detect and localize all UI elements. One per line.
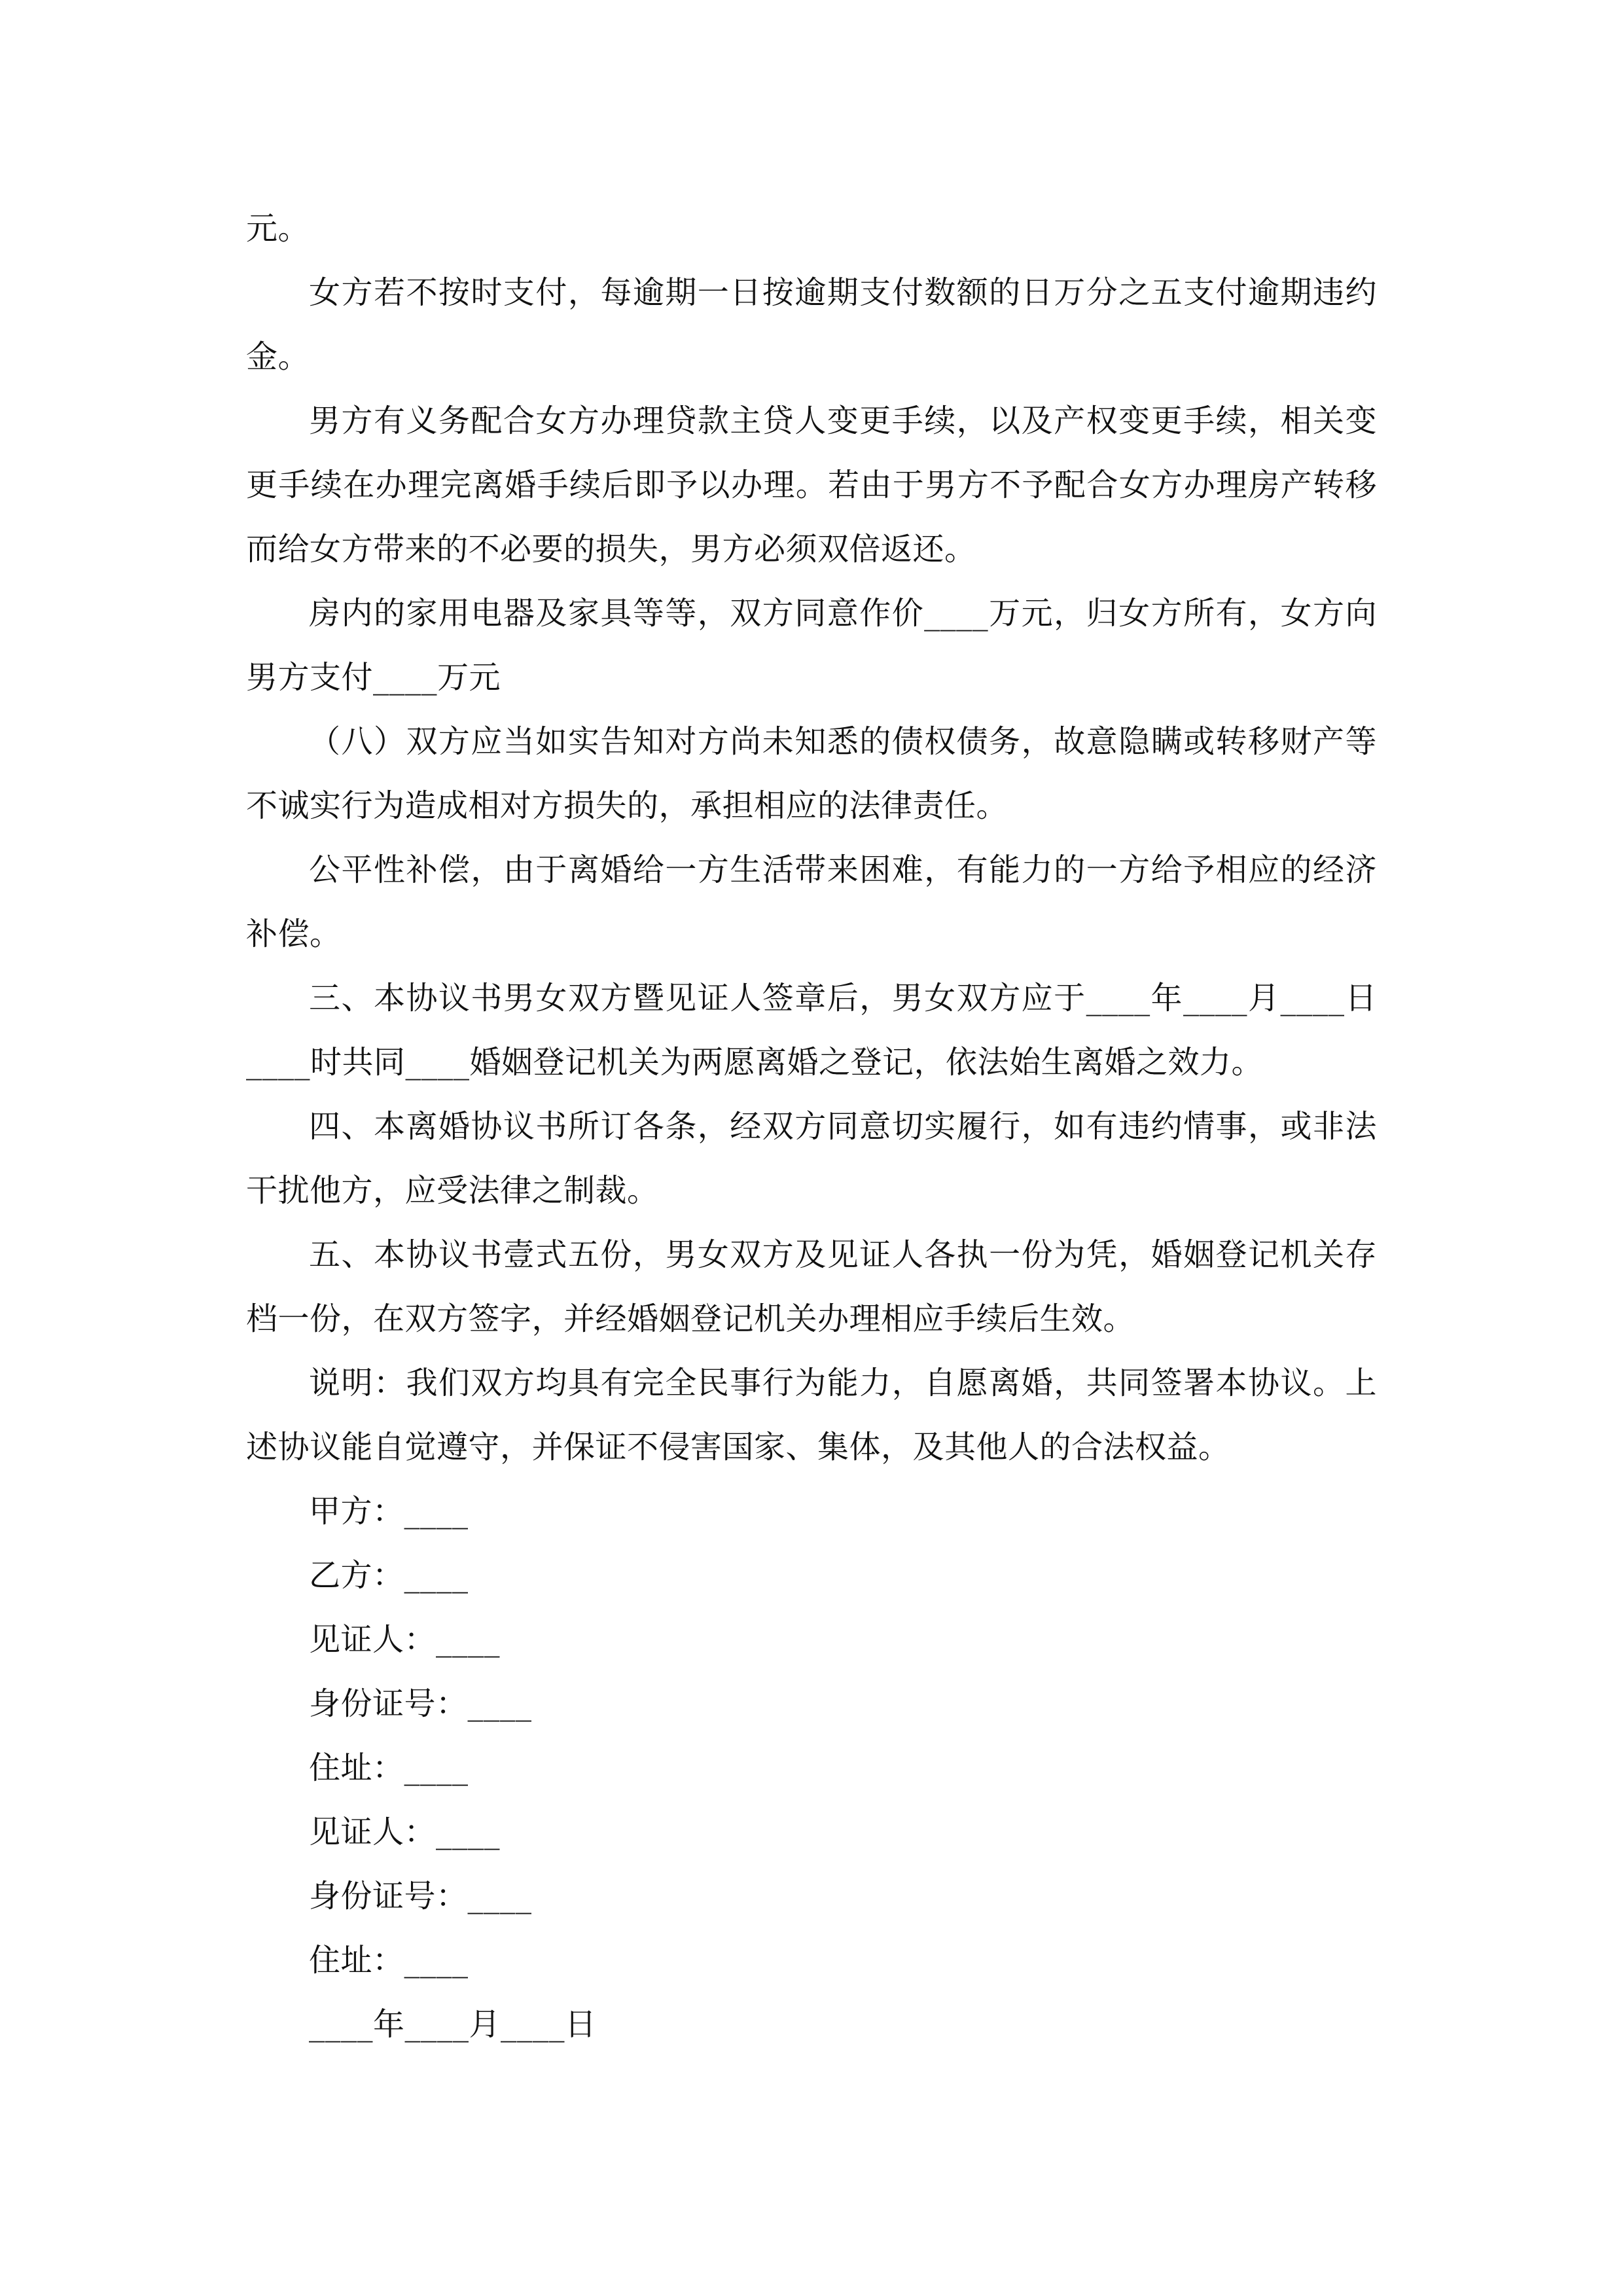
paragraph-fair-compensation: 公平性补偿，由于离婚给一方生活带来困难，有能力的一方给予相应的经济补偿。 [246, 852, 1377, 952]
paragraph-statement: 说明：我们双方均具有完全民事行为能力，自愿离婚，共同签署本协议。上述协议能自觉遵守，并保证不侵害国家、集体，及其他人的合法权益。 [246, 1365, 1377, 1465]
paragraph-clause-four: 四、本离婚协议书所订各条，经双方同意切实履行，如有违约情事，或非法干扰他方，应受法律之制裁。 [246, 1108, 1377, 1209]
paragraph-loan-transfer: 男方有义务配合女方办理贷款主贷人变更手续，以及产权变更手续，相关变更手续在办理完离婚手续后即予以办理。若由于男方不予配合女方办理房产转移而给女方带来的不必要的损失，男方必须双倍返还。 [246, 403, 1377, 567]
signature-witness-2-address: 住址：____ [309, 1942, 469, 1979]
paragraph-appliances-furniture: 房内的家用电器及家具等等，双方同意作价____万元，归女方所有，女方向男方支付____万元 [246, 595, 1377, 696]
paragraph-continuation: 元。 [246, 210, 310, 247]
signature-witness-1: 见证人：____ [309, 1621, 501, 1658]
signature-party-b: 乙方：____ [309, 1557, 469, 1594]
signature-witness-2-id: 身份证号：____ [309, 1878, 532, 1914]
paragraph-clause-five: 五、本协议书壹式五份，男女双方及见证人各执一份为凭，婚姻登记机关存档一份，在双方签字，并经婚姻登记机关办理相应手续后生效。 [246, 1236, 1377, 1337]
signature-witness-1-address: 住址：____ [309, 1749, 469, 1786]
paragraph-late-payment-penalty: 女方若不按时支付，每逾期一日按逾期支付数额的日万分之五支付逾期违约金。 [246, 274, 1377, 375]
paragraph-clause-three: 三、本协议书男女双方暨见证人签章后，男女双方应于____年____月____日____时共同____婚姻登记机关为两愿离婚之登记，依法始生离婚之效力。 [246, 980, 1377, 1081]
signature-date: ____年____月____日 [309, 2006, 597, 2043]
document-body [246, 196, 1377, 2056]
signature-witness-2: 见证人：____ [309, 1814, 501, 1850]
signature-witness-1-id: 身份证号：____ [309, 1685, 532, 1722]
signature-party-a: 甲方：____ [309, 1493, 469, 1530]
paragraph-debts-disclosure: （八）双方应当如实告知对方尚未知悉的债权债务，故意隐瞒或转移财产等不诚实行为造成相对方损失的，承担相应的法律责任。 [246, 723, 1377, 824]
